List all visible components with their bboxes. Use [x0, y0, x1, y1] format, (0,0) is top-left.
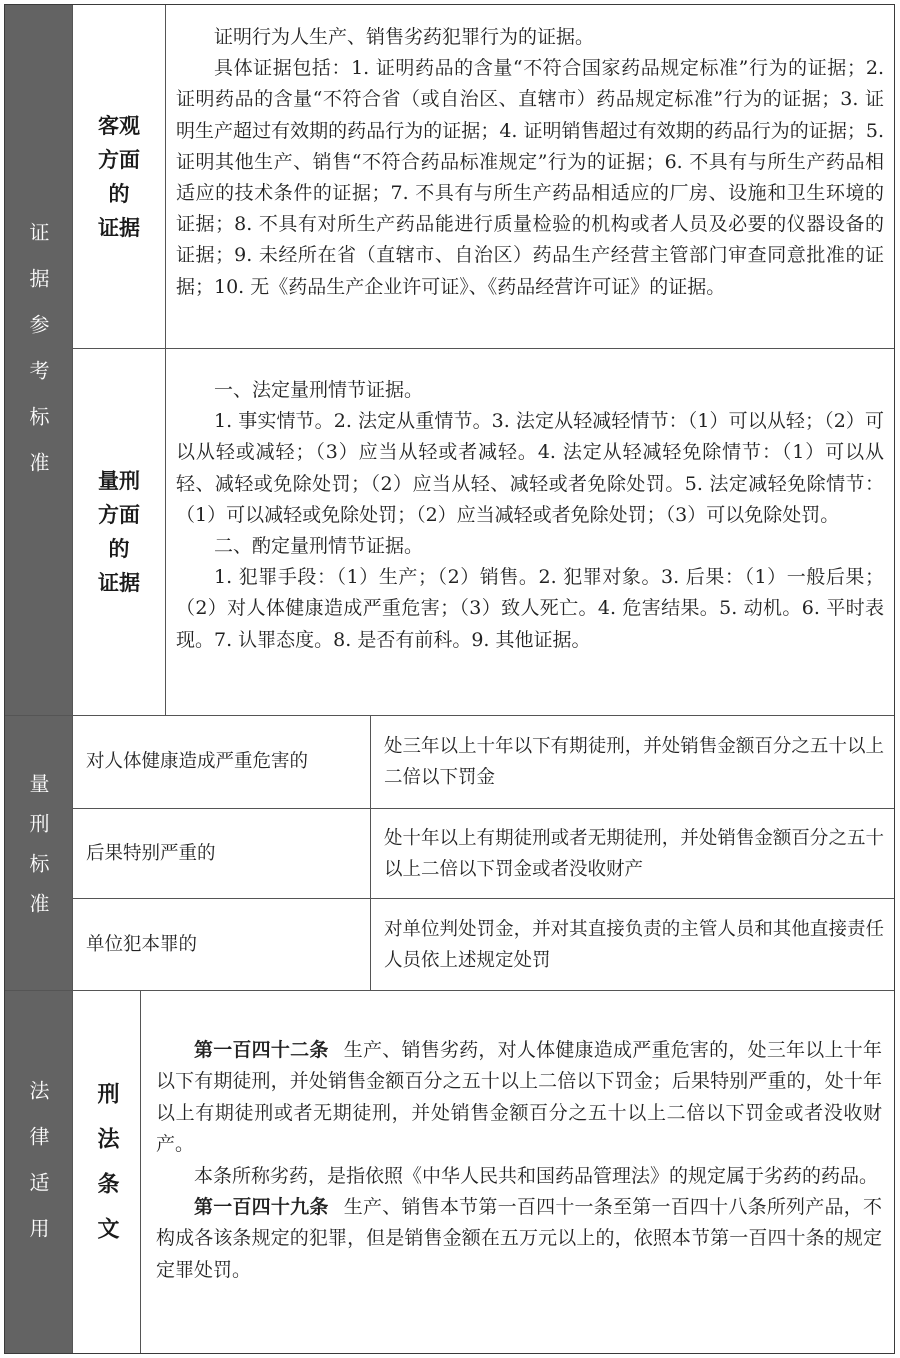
evidence-section — [5, 5, 894, 716]
sentencing-label-line: 方面 — [98, 503, 140, 527]
table-row — [73, 716, 894, 809]
sentencing-standard-body — [73, 716, 894, 990]
law-section-title: 法律适用 — [26, 1080, 50, 1264]
evidence-section-title: 证据参考标准 — [26, 222, 50, 498]
paragraph: 1. 犯罪手段：（1）生产；（2）销售。2. 犯罪对象。3. 后果：（1）一般后果；（2）对人体健康造成严重危害；（3）致人死亡。4. 危害结果。5. 动机。6. 平时表现。7. 认罪态度。8. 是否有前科。9. 其他证据。 — [176, 566, 884, 651]
penalty-cell — [371, 716, 894, 808]
article-paragraph — [156, 1161, 882, 1192]
penalty-text: 对单位判处罚金，并对其直接负责的主管人员和其他直接责任人员依上述规定处罚 — [384, 918, 884, 971]
article-paragraph — [156, 1192, 882, 1286]
sentencing-standard-title: 量刑标准 — [26, 773, 50, 933]
paragraph: 1. 事实情节。2. 法定从重情节。3. 法定从轻减轻情节：（1）可以从轻；（2）可以从轻或减轻；（3）应当从轻或者减轻。4. 法定从轻减轻免除情节：（1）可以从轻、减轻或免除处罚；（2）应当从轻、减轻或者免除处罚。5. 法定减轻免除情节：（1）可以减轻或免除处罚；（2）应当减轻或者免除处罚；（3）可以免除处罚。 — [176, 410, 884, 526]
article-text: 生产、销售劣药，对人体健康造成严重危害的，处三年以上十年以下有期徒刑，并处销售金额百分之五十以上二倍以下罚金；后果特别严重的，处十年以上有期徒刑或者无期徒刑，并处销售金额百分之五十以上二倍以下罚金或者没收财产。 — [156, 1039, 882, 1156]
penalty-text: 处十年以上有期徒刑或者无期徒刑，并处销售金额百分之五十以上二倍以下罚金或者没收财产 — [384, 827, 884, 880]
penalty-cell — [371, 809, 894, 898]
article-paragraph — [156, 1035, 882, 1161]
evidence-section-body — [73, 5, 894, 715]
article-text: 生产、销售本节第一百四十一条至第一百四十八条所列产品，不构成各该条规定的犯罪，但是销售金额在五万元以上的，依照本节第一百四十条的规定定罪处罚。 — [156, 1196, 882, 1281]
table-row — [73, 899, 894, 990]
penalty-cell — [371, 899, 894, 990]
objective-label-line: 客观 — [98, 113, 140, 138]
paragraph: 具体证据包括：1. 证明药品的含量“不符合国家药品规定标准”行为的证据；2. 证明药品的含量“不符合省（或自治区、直辖市）药品规定标准”行为的证据；3. 证明生产超过有效期的药品行为的证据；4. 证明销售超过有效期的药品行为的证据；5. 证明其他生产、销售“不符合药品标准规定”行为的证据；6. 不具有与所生产药品相适应的技术条件的证据；7. 不具有与所生产药品相适应的厂房、设施和卫生环境的证据；8. 不具有对所生产药品能进行质量检验的机构或者人员及必要的仪器设备的证据；9. 未经所在省（直辖市、自治区）药品生产经营主管部门审查同意批准的证据；10. 无《药品生产企业许可证》、《药品经营许可证》的证据。 — [176, 57, 884, 298]
sentencing-evidence-content — [166, 349, 894, 715]
table-row — [73, 809, 894, 899]
objective-label-line: 证据 — [98, 215, 140, 240]
objective-label-line: 方面 — [98, 147, 140, 172]
article-heading: 第一百四十二条 — [194, 1039, 329, 1061]
sentencing-label-line: 证据 — [98, 571, 140, 595]
law-articles-content — [141, 991, 894, 1353]
condition-cell: 单位犯本罪的 — [73, 899, 371, 990]
criminal-law-label-cell — [73, 991, 141, 1353]
paragraph: 一、法定量刑情节证据。 — [214, 379, 424, 401]
article-heading: 第一百四十九条 — [194, 1196, 329, 1219]
article-text: 本条所称劣药，是指依照《中华人民共和国药品管理法》的规定属于劣药的药品。 — [194, 1164, 879, 1187]
evidence-section-title-cell — [5, 5, 73, 715]
law-section — [5, 991, 894, 1353]
sentencing-evidence-label — [73, 349, 166, 715]
sentencing-standard-title-cell — [5, 716, 73, 990]
objective-label-line: 的 — [108, 181, 130, 206]
paragraph: 二、酌定量刑情节证据。 — [214, 535, 424, 558]
criminal-law-label: 刑法条文 — [94, 1082, 119, 1262]
condition-cell: 后果特别严重的 — [73, 809, 371, 898]
objective-evidence-content — [166, 5, 894, 348]
sentencing-label-line: 量刑 — [98, 469, 140, 493]
penalty-text: 处三年以上十年以下有期徒刑，并处销售金额百分之五十以上二倍以下罚金 — [384, 736, 884, 788]
sentencing-label-line: 的 — [108, 537, 130, 561]
sentencing-evidence-row — [73, 349, 894, 715]
law-section-title-cell — [5, 991, 73, 1353]
condition-cell: 对人体健康造成严重危害的 — [73, 716, 371, 808]
sentencing-standard-section — [5, 716, 894, 991]
objective-evidence-row — [73, 5, 894, 349]
document-table — [4, 4, 895, 1354]
paragraph: 证明行为人生产、销售劣药犯罪行为的证据。 — [214, 26, 595, 48]
objective-evidence-label — [73, 5, 166, 348]
